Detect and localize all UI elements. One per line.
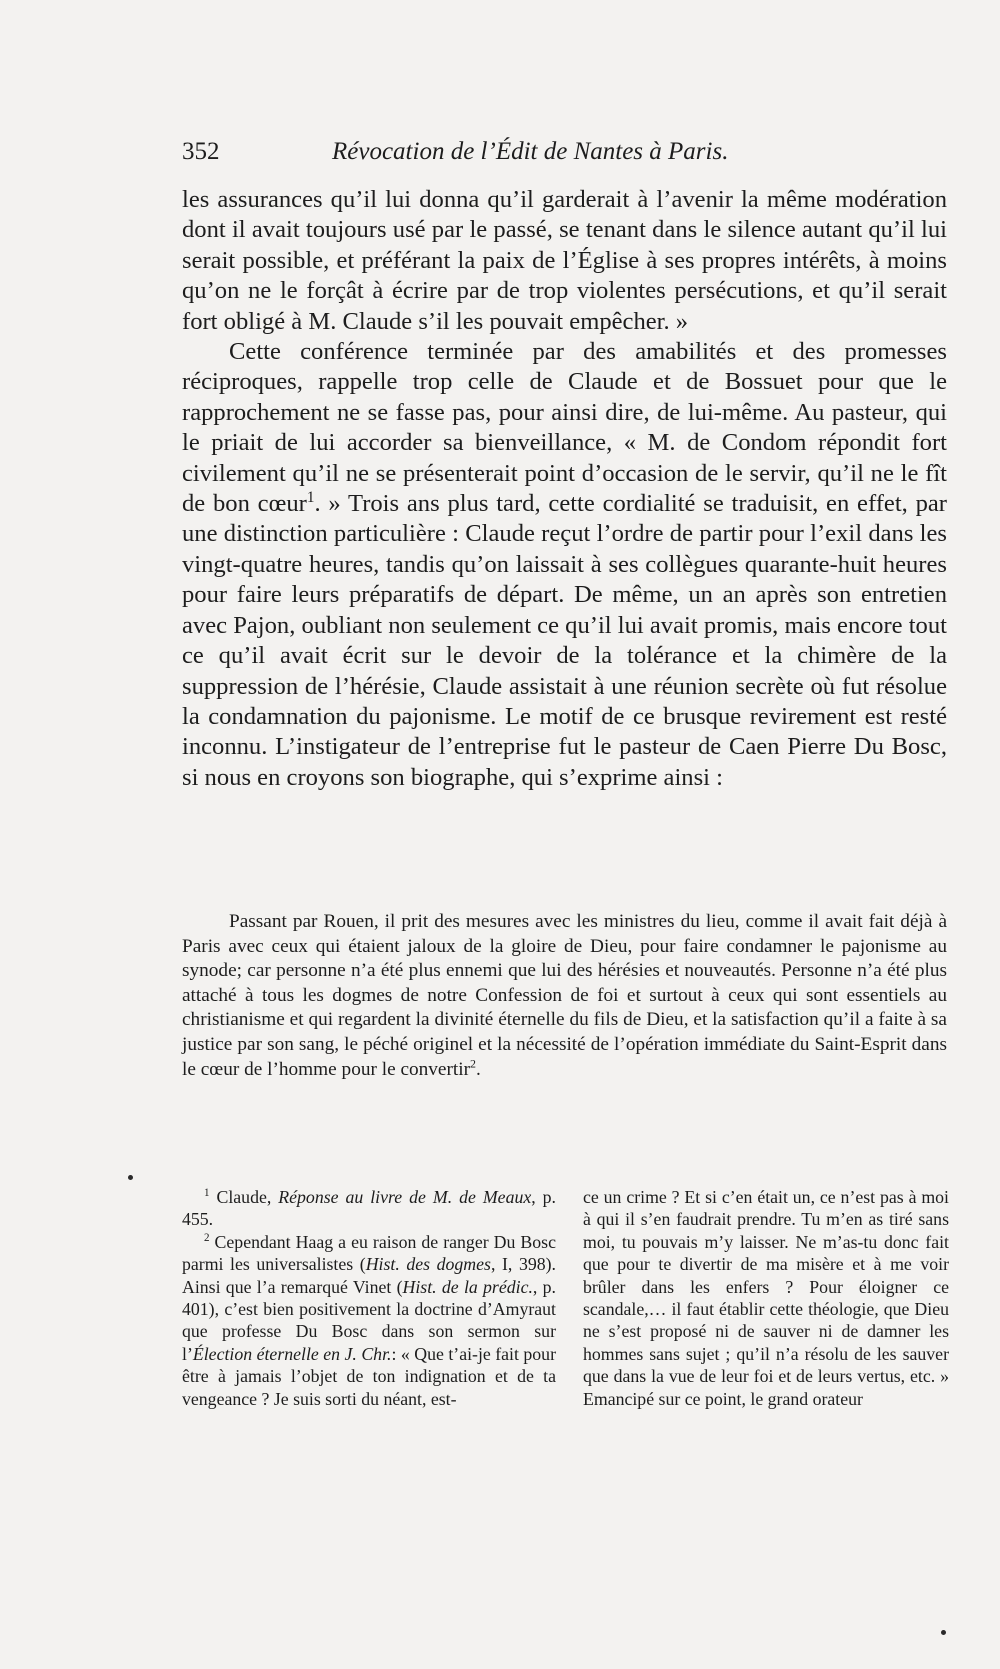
footnote-text: : « Que t’ai-je fait pour être à jamais l’objet de ton indignation et de ta vengeance ? Je suis sorti du néant, est-	[182, 1343, 556, 1409]
main-text	[182, 185, 947, 793]
footnote-text: Cependant Haag a eu raison de ranger Du Bosc parmi les universalistes (	[182, 1231, 556, 1275]
paragraph-continued: les assurances qu’il lui donna qu’il garderait à l’avenir la même modération dont il avait toujours usé par le passé, se tenant dans le silence autant qu’il lui serait possible, et préférant la paix de l’Église à ses propres intérêts, à moins qu’on ne le forçât à écrire par de trop violentes persécutions, et qu’il serait fort obligé à M. Claude s’il les pouvait empêcher. »	[182, 186, 947, 335]
footnote-text: , p. 401), c’est bien positivement la doctrine d’Amyraut que professe Du Bosc dans son sermon sur l’	[182, 1276, 556, 1364]
paragraph-text-a: Cette conférence terminée par des amabilités et des promesses réciproques, rappelle trop celle de Claude et de Bossuet pour que le rapprochement ne se fasse pas, pour ainsi dire, de lui-même. Au pasteur, qui le priait de lui accorder sa bienveillance, « M. de Condom répondit fort civilement qu’il ne se présenterait point d’occasion de le servir, qu’il ne le fît de bon cœur	[182, 338, 947, 518]
quote-text: Passant par Rouen, il prit des mesures avec les ministres du lieu, comme il avait fait déjà à Paris avec ceux qui étaient jaloux de la gloire de Dieu, pour faire condamner le pajonisme au synode; car personne n’a été plus ennemi que lui des hérésies et nouveautés. Personne n’a été plus attaché à tous les dogmes de notre Confession de foi et surtout à ceux qui sont essentiels au christianisme et qui regardent la divinité éternelle du fils de Dieu, et la satisfaction qu’il a faite à sa justice par son sang, le péché originel et la nécessité de l’opération immédiate du Saint-Esprit dans le cœur de l’homme pour le convertir	[182, 911, 947, 1080]
paper-speck	[128, 1175, 133, 1180]
footnote-1	[182, 1186, 556, 1231]
running-title: Révocation de l’Édit de Nantes à Paris.	[332, 138, 729, 165]
paragraph-text-b: . » Trois ans plus tard, cette cordialité se traduisit, en effet, par une distinction particulière : Claude reçut l’ordre de partir pour l’exil dans les vingt-quatre heures, tandis qu’on laissait à ses collègues quarante-huit heures pour faire leurs préparatifs de départ. De même, un an après son entretien avec Pajon, oubliant non seulement ce qu’il lui avait promis, mais encore tout ce qu’il avait écrit sur le devoir de la tolérance et la chimère de la suppression de l’hérésie, Claude assistait à une réunion secrète où fut résolue la condamnation du pajonisme. Le motif de ce brusque revirement est resté inconnu. L’instigateur de l’entreprise fut le pasteur de Caen Pierre Du Bosc, si nous en croyons son biographe, qui s’exprime ainsi :	[182, 490, 947, 791]
footnote-text: , p. 455.	[182, 1187, 557, 1230]
block-quote	[182, 910, 947, 1082]
footnote-text: , I, 398). Ainsi que l’a remarqué Vinet (	[182, 1254, 556, 1297]
footnote-2-continued: ce un crime ? Et si c’en était un, ce n’est pas à moi à qui il s’en faudrait prendre. Tu m’en as tiré sans moi, tu pouvais m’y laisser. Ne m’as-tu donc fait que pour te divertir de ma misère et à me voir brûler dans les enfers ? Pour éloigner ce scandale,… il faut établir cette théologie, que Dieu ne s’est proposé ni de sauver ni de damner les hommes sans sujet ; qu’il n’a résolu de les sauver que dans la vue de leur foi et de leurs vertus, etc. » Emancipé sur ce point, le grand orateur	[583, 1187, 949, 1409]
page-number: 352	[182, 138, 220, 165]
footnotes-right-column	[583, 1186, 949, 1410]
footnote-number: 2	[204, 1231, 210, 1244]
footnotes-left-column	[182, 1186, 556, 1410]
footnote-2	[182, 1231, 556, 1410]
footnote-title: Réponse au livre de M. de Meaux	[278, 1187, 532, 1207]
quote-end: .	[476, 1058, 481, 1080]
running-header	[182, 138, 792, 174]
footnote-title: Élection éternelle en J. Chr.	[192, 1343, 392, 1364]
footnote-title: Hist. des dogmes	[365, 1254, 491, 1275]
paragraph-conference	[182, 337, 947, 793]
footnote-number: 1	[204, 1187, 210, 1200]
footnote-reference: 2	[470, 1056, 477, 1071]
quote-paragraph	[182, 910, 947, 1082]
footnote-text: Claude,	[209, 1187, 279, 1207]
footnote-title: Hist. de la prédic.	[402, 1276, 533, 1297]
footnote-reference: 1	[306, 488, 315, 506]
paper-speck	[941, 1630, 946, 1635]
